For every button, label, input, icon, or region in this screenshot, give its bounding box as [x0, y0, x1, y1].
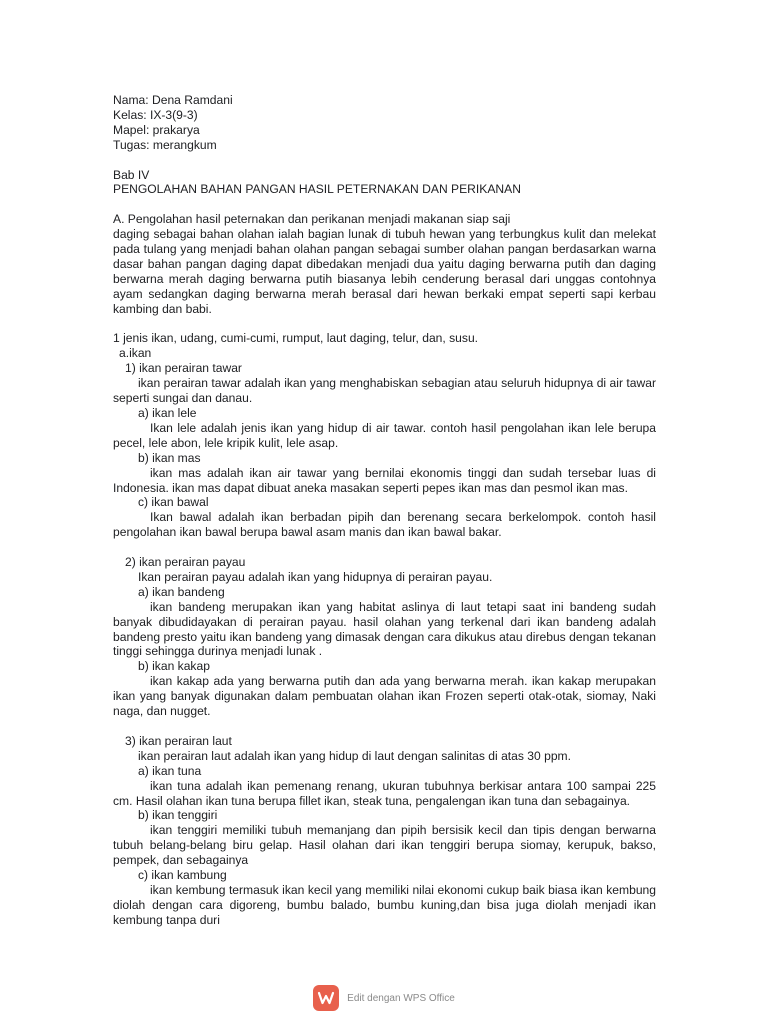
section-a-heading: A. Pengolahan hasil peternakan dan perikanan menjadi makanan siap saji [113, 212, 511, 227]
student-class: Kelas: IX-3(9-3) [113, 107, 198, 122]
wps-w-glyph [317, 989, 335, 1007]
wps-edit-link[interactable]: Edit dengan WPS Office [347, 992, 455, 1004]
heading-ikan-tenggiri: b) ikan tenggiri [138, 808, 218, 823]
heading-ikan-bawal: c) ikan bawal [138, 495, 209, 510]
desc-perairan-tawar: ikan perairan tawar adalah ikan yang menghabiskan sebagian atau seluruh hidupnya di air tawar seperti sungai dan danau. [113, 376, 656, 406]
desc-ikan-tuna: ikan tuna adalah ikan pemenang renang, ukuran tubuhnya berkisar antara 100 sampai 225 cm. Hasil olahan ikan tuna berupa fillet ikan, steak tuna, pengalengan ikan tuna dan sebagainya. [113, 778, 656, 808]
wps-edit-banner[interactable] [0, 985, 768, 1011]
heading-ikan-lele: a) ikan lele [138, 405, 197, 420]
desc-ikan-tenggiri: ikan tenggiri memiliki tubuh memanjang dan pipih bersisik kecil dan tipis dengan berwarna tubuh belang-belang biru gelap. Hasil olahan dari ikan tenggiri berupa siomay, kerupuk, bakso, pempek, dan sebagainya [113, 823, 656, 868]
subject: Mapel: prakarya [113, 122, 200, 137]
desc-ikan-bandeng: ikan bandeng merupakan ikan yang habitat aslinya di laut tetapi saat ini bandeng sudah banyak dibudidayakan di perairan payau. hasil olahan yang terkenal dari ikan bandeng adalah bandeng presto yaitu ikan bandeng yang dimasak dengan cara dikukus atau direbus dengan tekanan tinggi sehingga durinya menjadi lunak . [113, 599, 656, 659]
desc-ikan-kakap: ikan kakap ada yang berwarna putih dan ada yang berwarna merah. ikan kakap merupakan ikan yang banyak digunakan dalam pembuatan olahan ikan Frozen seperti otak-otak, siomay, Naki naga, dan nugget. [113, 674, 656, 719]
list-intro: 1 jenis ikan, udang, cumi-cumi, rumput, laut daging, telur, dan, susu. [113, 331, 479, 346]
document-page [113, 93, 656, 928]
assignment: Tugas: merangkum [113, 137, 217, 152]
desc-ikan-kambung: ikan kembung termasuk ikan kecil yang memiliki nilai ekonomi cukup baik biasa ikan kembung diolah dengan cara digoreng, bumbu balado, bumbu kuning,dan bisa juga diolah menjadi ikan kembung tanpa duri [113, 882, 656, 927]
chapter-number: Bab IV [113, 167, 150, 182]
heading-perairan-laut: 3) ikan perairan laut [125, 733, 232, 748]
desc-perairan-laut: ikan perairan laut adalah ikan yang hidup di laut dengan salinitas di atas 30 ppm. [138, 748, 571, 763]
heading-perairan-tawar: 1) ikan perairan tawar [125, 361, 242, 376]
heading-perairan-payau: 2) ikan perairan payau [125, 555, 246, 570]
heading-ikan-kakap: b) ikan kakap [138, 659, 210, 674]
wps-logo-icon [313, 985, 339, 1011]
chapter-title: PENGOLAHAN BAHAN PANGAN HASIL PETERNAKAN DAN PERIKANAN [113, 182, 521, 197]
section-a-body: daging sebagai bahan olahan ialah bagian lunak di tubuh hewan yang terbungkus kulit dan melekat pada tulang yang menjadi bahan olahan pangan sebagai sumber olahan pangan berdasarkan warna dasar bahan pangan daging dapat dibedakan menjadi dua yaitu daging berwarna putih dan daging berwarna merah daging berwarna putih biasanya lebih cenderung berasal dari unggas contohnya ayam sedangkan daging berwarna merah berasal dari hewan berkaki empat seperti sapi kerbau kambing dan babi. [113, 227, 656, 316]
desc-perairan-payau: Ikan perairan payau adalah ikan yang hidupnya di perairan payau. [138, 569, 493, 584]
heading-ikan-mas: b) ikan mas [138, 450, 201, 465]
desc-ikan-lele: Ikan lele adalah jenis ikan yang hidup di air tawar. contoh hasil pengolahan ikan lele berupa pecel, lele abon, lele kripik kulit, lele asap. [113, 420, 656, 450]
student-name: Nama: Dena Ramdani [113, 93, 233, 107]
sub-heading-ikan: a.ikan [119, 346, 152, 361]
desc-ikan-bawal: Ikan bawal adalah ikan berbadan pipih dan berenang secara berkelompok. contoh hasil pengolahan ikan bawal berupa bawal asam manis dan ikan bawal bakar. [113, 510, 656, 540]
desc-ikan-mas: ikan mas adalah ikan air tawar yang bernilai ekonomis tinggi dan sudah tersebar luas di Indonesia. ikan mas dapat dibuat aneka masakan seperti pepes ikan mas dan pesmol ikan mas. [113, 465, 656, 495]
heading-ikan-tuna: a) ikan tuna [138, 763, 202, 778]
heading-ikan-kambung: c) ikan kambung [138, 868, 227, 883]
heading-ikan-bandeng: a) ikan bandeng [138, 584, 225, 599]
